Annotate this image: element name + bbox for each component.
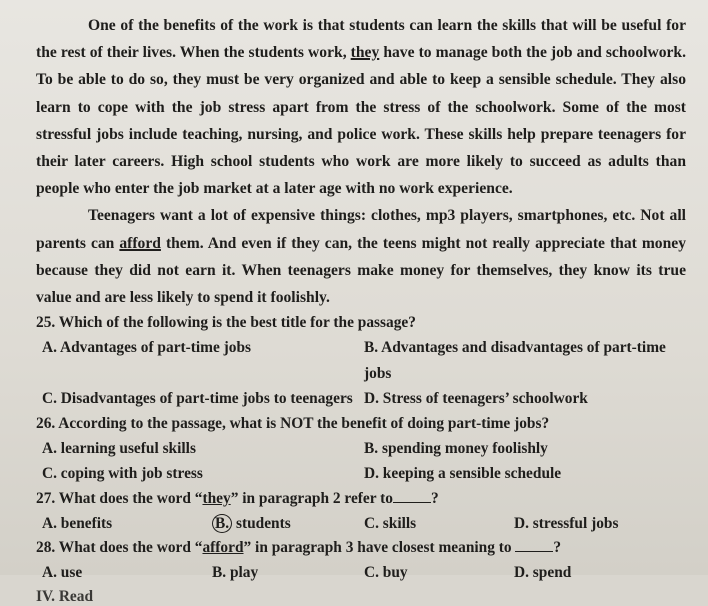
option-c: C. buy xyxy=(364,564,408,582)
question-27-stem: 27. What does the word “they” in paragraph 2 refer to ? xyxy=(36,489,439,507)
question-26-options xyxy=(36,436,686,487)
passage-paragraph-3: Teenagers want a lot of expensive things: clothes, mp3 players, smartphones, etc. Not all parents can afford them. And even if they can, the teens might not really appreciate that money because they did not earn it. When teenagers make money for themselves, they know its true value and are less likely to spend it foolishly. xyxy=(36,207,686,307)
question-27-options xyxy=(36,511,686,537)
question-26-stem: 26. According to the passage, what is NOT the benefit of doing part-time jobs? xyxy=(36,414,550,432)
option-a: A. learning useful skills xyxy=(42,439,196,457)
option-d: D. spend xyxy=(514,564,572,582)
option-b: B. play xyxy=(212,564,259,582)
passage-paragraph-2: One of the benefits of the work is that students can learn the skills that will be useful for the rest of their lives. When the students work, they have to manage both the job and schoolwork. To be able to do so, they must be very organized and able to keep a sensible schedule. They also learn to cope with the job stress apart from the stress of the schoolwork. Some of the most stressful jobs include teaching, nursing, and police work. These skills help prepare teenagers for their later careers. High school students who work are more likely to succeed as adults than people who enter the job market at a later age with no work experience. xyxy=(36,17,686,198)
option-a: A. use xyxy=(42,564,83,582)
question-28-options xyxy=(36,560,686,586)
question-25-options xyxy=(36,335,686,412)
option-d: D. Stress of teenagers’ schoolwork xyxy=(364,390,588,408)
underlined-word-they: they xyxy=(350,44,380,62)
answer-blank xyxy=(393,488,431,503)
answer-blank xyxy=(515,537,553,552)
next-section-heading-partial: IV. Read xyxy=(36,587,94,605)
question-28-stem: 28. What does the word “afford” in paragraph 3 have closest meaning to ? xyxy=(36,539,562,557)
circled-answer-mark: B. xyxy=(212,514,232,533)
option-b: B. Advantages and disadvantages of part-time jobs xyxy=(364,339,666,382)
option-c: C. coping with job stress xyxy=(42,465,203,483)
option-a: A. benefits xyxy=(42,514,113,532)
question-25-stem: 25. Which of the following is the best title for the passage? xyxy=(36,314,416,332)
underlined-word-afford: afford xyxy=(119,234,161,252)
option-b: B. spending money foolishly xyxy=(364,439,548,457)
option-c: C. skills xyxy=(364,514,417,532)
option-a: A. Advantages of part-time jobs xyxy=(42,339,252,357)
option-b: B. students xyxy=(212,511,364,537)
option-c: C. Disadvantages of part-time jobs to teenagers xyxy=(42,390,353,408)
option-d: D. keeping a sensible schedule xyxy=(364,465,562,483)
option-d: D. stressful jobs xyxy=(514,514,619,532)
